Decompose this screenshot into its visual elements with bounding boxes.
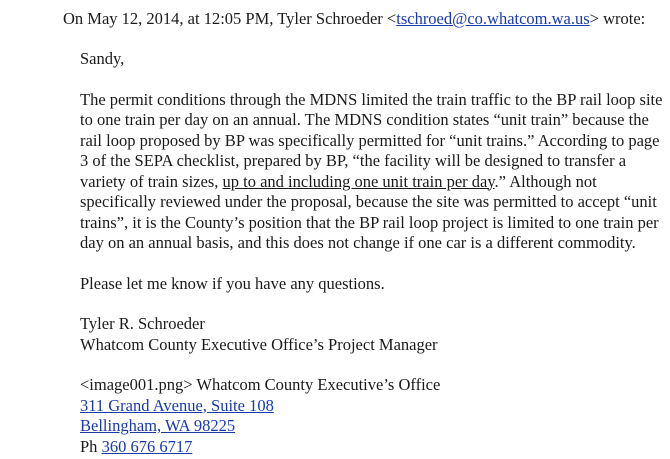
city-link[interactable]: Bellingham, WA 98225: [80, 416, 236, 435]
closing-line: Please let me know if you have any questions.: [80, 273, 385, 293]
quoted-message: [80, 49, 663, 457]
reply-header-suffix: > wrote:: [589, 9, 646, 28]
office-block: [80, 375, 660, 457]
body-line: specifically reviewed under the proposal, because the site was permitted to accept “unit: [80, 192, 657, 211]
body-text: .” Although not: [494, 171, 597, 191]
reply-header: [63, 9, 645, 29]
office-name: Whatcom County Executive’s Office: [196, 375, 441, 394]
body-line: day on an annual basis, and this does not change if one car is a different commodity.: [80, 233, 636, 252]
body-line: rail loop proposed by BP was specifically permitted for “unit trains.” According to page: [80, 130, 660, 150]
body-line: to one train per day on an annual. The MDNS condition states “unit train” because the: [80, 110, 649, 129]
body-text: variety of train sizes,: [80, 171, 223, 191]
body-line: 3 of the SEPA checklist, prepared by BP, “the facility will be designed to transfer a: [80, 151, 627, 170]
address-line2: [80, 416, 660, 437]
sender-email-link[interactable]: tschroed@co.whatcom.wa.us: [396, 9, 590, 28]
underlined-quote: up to and including one unit train per day: [222, 171, 495, 191]
body-line: The permit conditions through the MDNS limited the train traffic to the BP rail loop site: [80, 89, 663, 109]
body-line: [80, 172, 660, 193]
address-line1: [80, 396, 660, 417]
image-placeholder: <image001.png>: [80, 375, 193, 394]
signature-name: Tyler R. Schroeder: [80, 314, 205, 333]
signature: [80, 314, 660, 355]
reply-header-prefix: On May 12, 2014, at 12:05 PM, Tyler Schroeder <: [63, 9, 397, 28]
body-line: trains”, it is the County’s position that the BP rail loop project is limited to one train per: [80, 212, 659, 232]
phone-label: Ph: [80, 436, 102, 456]
phone-line: [80, 437, 660, 458]
signature-title: Whatcom County Executive Office’s Project Manager: [80, 334, 438, 354]
address-link[interactable]: 311 Grand Avenue, Suite 108: [80, 395, 274, 415]
phone-link[interactable]: 360 676 6717: [101, 436, 193, 456]
office-name-line: [80, 375, 660, 396]
greeting: Sandy,: [80, 49, 125, 68]
body-paragraph: [80, 89, 663, 254]
